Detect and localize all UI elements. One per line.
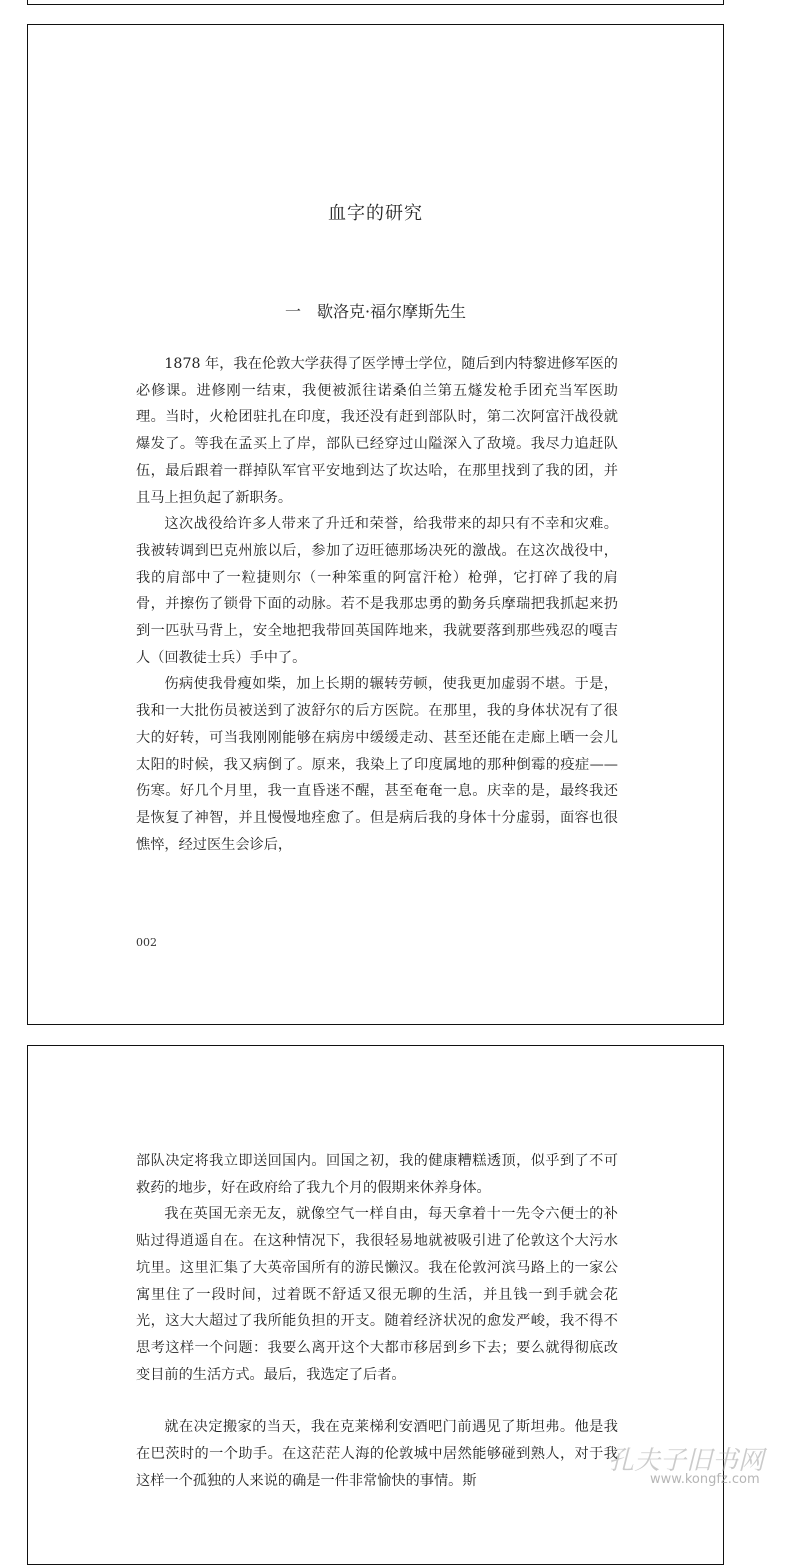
watermark-url: www.kongfz.com bbox=[650, 1472, 760, 1487]
book-title: 血字的研究 bbox=[328, 203, 423, 224]
paragraph: 这次战役给许多人带来了升迁和荣誉，给我带来的却只有不幸和灾难。我被转调到巴克州旅以后，参加了迈旺德那场决死的激战。在这次战役中，我的肩部中了一粒捷则尔（一种笨重的阿富汗枪）枪弹，它打碎了我的肩骨，并擦伤了锁骨下面的动脉。若不是我那忠勇的勤务兵摩瑞把我抓起来扔到一匹驮马背上，安全地把我带回英国阵地来，我就要落到那些残忍的嘎吉人（回教徒士兵）手中了。 bbox=[136, 516, 618, 666]
chapter-heading: 一 歇洛克·福尔摩斯先生 bbox=[284, 302, 467, 321]
paragraph: 1878 年，我在伦敦大学获得了医学博士学位，随后到内特黎进修军医的必修课。进修刚一结束，我便被派往诺桑伯兰第五燧发枪手团充当军医助理。当时，火枪团驻扎在印度，我还没有赶到部队时，第二次阿富汗战役就爆发了。等我在孟买上了岸，部队已经穿过山隘深入了敌境。我尽力追赶队伍，最后跟着一群掉队军官平安地到达了坎达哈，在那里找到了我的团，并且马上担负起了新职务。 bbox=[136, 356, 618, 506]
paragraph: 伤病使我骨瘦如柴，加上长期的辗转劳顿，使我更加虚弱不堪。于是，我和一大批伤员被送到了波舒尔的后方医院。在那里，我的身体状况有了很大的好转，可当我刚刚能够在病房中缓缓走动、甚至还能在走廊上晒一会儿太阳的时候，我又病倒了。原来，我染上了印度属地的那种倒霉的疫症——伤寒。好几个月里，我一直昏迷不醒，甚至奄奄一息。庆幸的是，最终我还是恢复了神智，并且慢慢地痊愈了。但是病后我的身体十分虚弱，面容也很憔悴，经过医生会诊后， bbox=[136, 676, 618, 853]
previous-page-edge bbox=[27, 0, 724, 5]
book-page-002 bbox=[27, 24, 724, 1025]
page-body-text bbox=[136, 1148, 618, 1494]
paragraph: 我在英国无亲无友，就像空气一样自由，每天拿着十一先令六便士的补贴过得逍遥自在。在这种情况下，我很轻易地就被吸引进了伦敦这个大污水坑里。这里汇集了大英帝国所有的游民懒汉。我在伦敦河滨马路上的一家公寓里住了一段时间，过着既不舒适又很无聊的生活，并且钱一到手就会花光，这大大超过了我所能负担的开支。随着经济状况的愈发严峻，我不得不思考这样一个问题：我要么离开这个大都市移居到乡下去；要么就得彻底改变目前的生活方式。最后，我选定了后者。 bbox=[136, 1206, 618, 1383]
book-page-003 bbox=[27, 1045, 724, 1565]
page-body-text bbox=[136, 351, 618, 858]
watermark-text: 孔夫子旧书网 bbox=[608, 1446, 765, 1476]
paragraph: 部队决定将我立即送回国内。回国之初，我的健康糟糕透顶，似乎到了不可救药的地步，好在政府给了我九个月的假期来休养身体。 bbox=[136, 1153, 618, 1196]
page-number: 002 bbox=[136, 936, 157, 949]
paragraph: 就在决定搬家的当天，我在克莱梯利安酒吧门前遇见了斯坦弗。他是我在巴茨时的一个助手。在这茫茫人海的伦敦城中居然能够碰到熟人，对于我这样一个孤独的人来说的确是一件非常愉快的事情。斯 bbox=[136, 1419, 618, 1489]
